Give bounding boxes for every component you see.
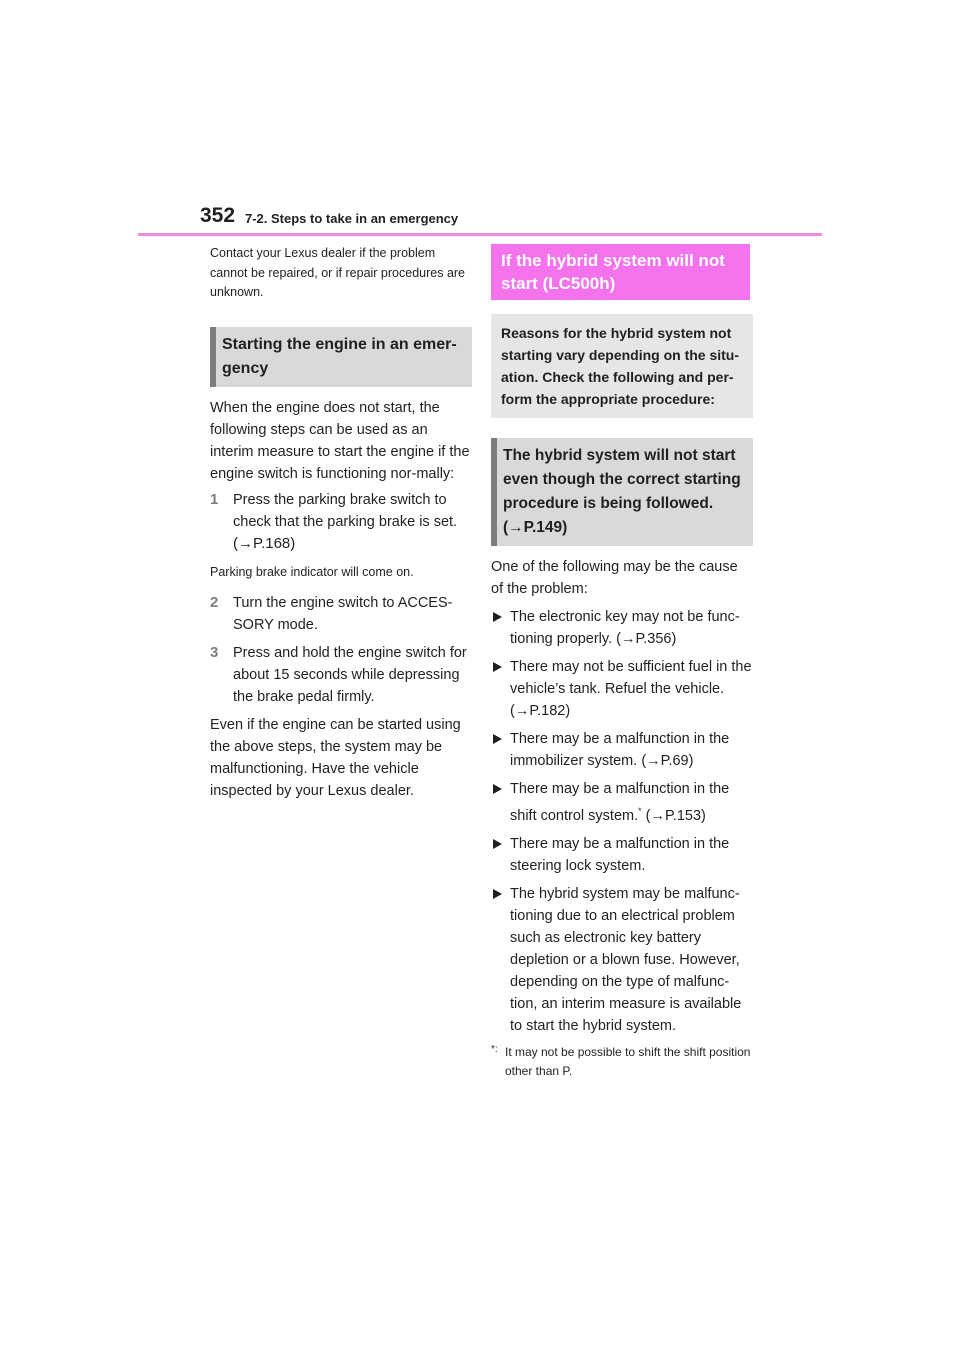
reasons-box: Reasons for the hybrid system not starting vary depending on the situ-ation. Check the following and per-form the appropriate procedure: [491, 314, 753, 418]
hybrid-heading: If the hybrid system will not start (LC500h) [491, 244, 750, 300]
bullet-icon [493, 734, 502, 744]
step-note: Parking brake indicator will come on. [210, 564, 414, 579]
step-1 [210, 489, 472, 555]
step-text: Turn the engine switch to ACCES-SORY mode. [233, 595, 453, 633]
list-item-text: The electronic key may not be func-tioning properly. (→P.356) [510, 609, 740, 647]
step-number: 3 [210, 644, 219, 661]
list-item-ref[interactable]: (→P.153) [641, 807, 706, 824]
section-title: 7-2. Steps to take in an emergency [245, 211, 459, 226]
bullet-icon [493, 889, 502, 899]
header-rule [138, 233, 822, 236]
closing-text: Even if the engine can be started using the above steps, the system may be malfunctioning. Have the vehicle inspected by your Lexus dealer. [210, 717, 461, 799]
page-number: 352 [200, 204, 236, 227]
list-item-text: The hybrid system may be malfunc-tioning due to an electrical problem such as electronic key battery depletion or a blown fuse. However, depending on the type of malfunc-tion, an interim measure is available to start the hybrid system. [510, 885, 742, 1034]
list-item-text: There may be a malfunction in the steering lock system. [510, 835, 730, 874]
footnote-marker: * [638, 806, 642, 816]
step-2 [210, 592, 472, 636]
left-column [210, 244, 472, 802]
not-start-heading: The hybrid system will not start even though the correct starting procedure is being followed. (→P.149) [491, 438, 753, 546]
step-ref[interactable]: (→P.168) [233, 534, 296, 552]
list-item [491, 606, 753, 650]
step-3 [210, 642, 472, 708]
cause-intro: One of the following may be the cause of the problem: [491, 559, 738, 597]
bullet-icon [493, 839, 502, 849]
right-column [491, 244, 753, 1081]
step-number: 2 [210, 594, 219, 611]
intro-text: Contact your Lexus dealer if the problem cannot be repaired, or if repair procedures are unknown. [210, 246, 466, 299]
footnote [491, 1043, 753, 1081]
footnote-mark: *: [491, 1043, 498, 1055]
page-header [200, 204, 820, 234]
step-text: Press the parking brake switch to check that the parking brake is set. [233, 491, 458, 530]
lead-text: When the engine does not start, the following steps can be used as an interim measure to start the engine if the engine switch is functioning nor-mally: [210, 399, 470, 482]
step-text: Press and hold the engine switch for about 15 seconds while depressing the brake pedal firmly. [233, 645, 467, 705]
list-item [491, 778, 753, 827]
list-item [491, 833, 753, 877]
list-item [491, 728, 753, 772]
list-item-text: There may be a malfunction in the shift control system. [510, 781, 730, 824]
list-item-text: There may not be sufficient fuel in the vehicle’s tank. Refuel the vehicle. (→P.182) [510, 659, 752, 719]
list-item [491, 883, 753, 1037]
step-number: 1 [210, 490, 219, 508]
list-item-text: There may be a malfunction in the immobilizer system. (→P.69) [510, 731, 730, 769]
footnote-text: It may not be possible to shift the shift position other than P. [505, 1044, 751, 1078]
bullet-icon [493, 612, 502, 622]
list-item [491, 656, 753, 722]
bullet-icon [493, 662, 502, 672]
section-heading-engine: Starting the engine in an emer-gency [210, 327, 472, 387]
bullet-icon [493, 784, 502, 794]
